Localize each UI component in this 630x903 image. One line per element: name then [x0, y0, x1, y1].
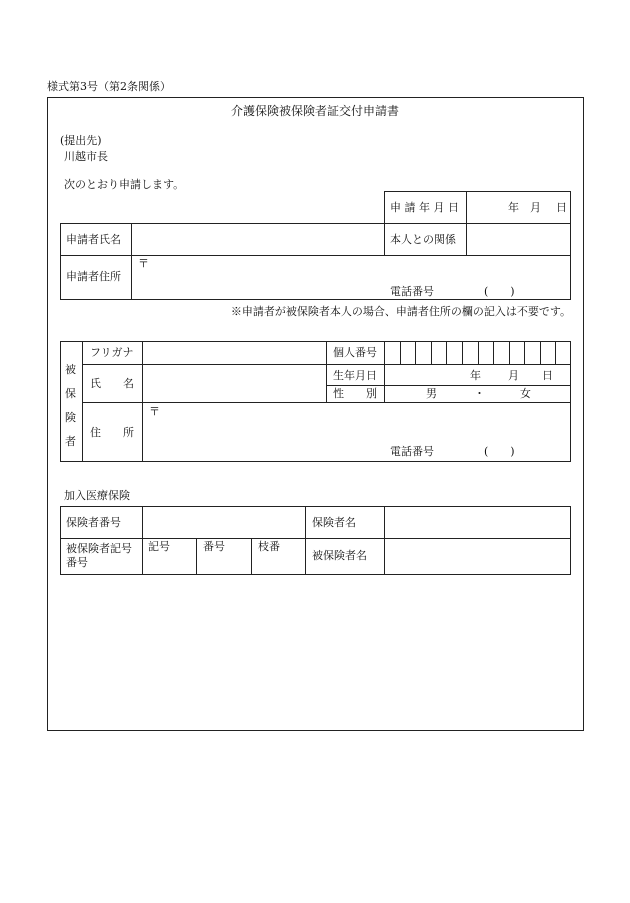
insurer-number-label: 保険者番号	[66, 516, 121, 529]
gender-male[interactable]: 男	[426, 387, 437, 400]
insured-side-label: 被 保 険 者	[65, 363, 76, 448]
gender-label: 性 別	[333, 387, 377, 400]
relation-field[interactable]	[468, 225, 569, 253]
personal-number-cell-divider	[400, 341, 401, 364]
insured-address-label: 住 所	[90, 426, 134, 439]
personal-number-cell-divider	[478, 341, 479, 364]
personal-number-cell-divider	[431, 341, 432, 364]
edaban-field[interactable]	[253, 540, 303, 573]
applicant-name-field[interactable]	[133, 225, 382, 253]
personal-number-cell-divider	[415, 341, 416, 364]
personal-number-cell-divider	[540, 341, 541, 364]
form-title: 介護保険被保険者証交付申請書	[230, 104, 399, 118]
date-year-unit: 年	[508, 201, 519, 214]
applicant-postal-mark: 〒	[138, 257, 149, 270]
insurance-section-label: 加入医療保険	[64, 489, 130, 502]
insurer-name-field[interactable]	[386, 508, 569, 536]
birth-day-unit: 日	[542, 369, 553, 382]
insured-name-label: 氏 名	[90, 377, 134, 390]
insured-phone-parens: ( )	[484, 445, 515, 458]
intro-text: 次のとおり申請します。	[64, 178, 185, 191]
gender-female[interactable]: 女	[520, 387, 531, 400]
insured-name-label-2: 被保険者名	[312, 549, 367, 562]
form-number: 様式第3号（第2条関係）	[47, 80, 171, 93]
insurer-name-label: 保険者名	[312, 516, 356, 529]
furigana-label: フリガナ	[90, 346, 134, 359]
bangou-field[interactable]	[198, 540, 249, 573]
insurer-number-field[interactable]	[144, 508, 303, 536]
gender-separator: ・	[474, 387, 485, 400]
application-date-label: 申 請 年 月 日	[390, 201, 459, 214]
personal-number-grid[interactable]	[384, 341, 571, 364]
personal-number-cell-divider	[493, 341, 494, 364]
personal-number-cell-divider	[462, 341, 463, 364]
insured-name-field[interactable]	[144, 366, 324, 400]
applicant-note: ※申請者が被保険者本人の場合、申請者住所の欄の記入は不要です。	[230, 305, 571, 318]
kigou-field[interactable]	[144, 540, 194, 573]
applicant-phone-label: 電話番号	[390, 285, 434, 298]
applicant-phone-parens: ( )	[484, 285, 515, 298]
birth-month-unit: 月	[508, 369, 519, 382]
bangou-label: 番号	[203, 540, 225, 553]
insured-postal-mark: 〒	[149, 405, 160, 418]
recipient-label: (提出先)	[60, 134, 102, 147]
date-month-unit: 月	[530, 201, 541, 214]
birth-year-unit: 年	[470, 369, 481, 382]
applicant-address-label: 申請者住所	[66, 270, 121, 283]
personal-number-cell-divider	[524, 341, 525, 364]
insured-phone-label: 電話番号	[390, 445, 434, 458]
edaban-label: 枝番	[258, 540, 280, 553]
birthdate-label: 生年月日	[333, 369, 377, 382]
furigana-field[interactable]	[144, 343, 324, 362]
personal-number-cell-divider	[509, 341, 510, 364]
insured-code-label-2: 番号	[66, 556, 88, 569]
insured-code-label: 被保険者記号	[66, 542, 132, 555]
recipient-name: 川越市長	[64, 150, 108, 163]
personal-number-label: 個人番号	[333, 346, 377, 359]
applicant-name-label: 申請者氏名	[66, 233, 121, 246]
personal-number-cell-divider	[555, 341, 556, 364]
date-day-unit: 日	[556, 201, 567, 214]
insured-person-name-field[interactable]	[386, 540, 569, 573]
personal-number-cell-divider	[446, 341, 447, 364]
relation-label: 本人との関係	[390, 233, 456, 246]
kigou-label: 記号	[148, 540, 170, 553]
